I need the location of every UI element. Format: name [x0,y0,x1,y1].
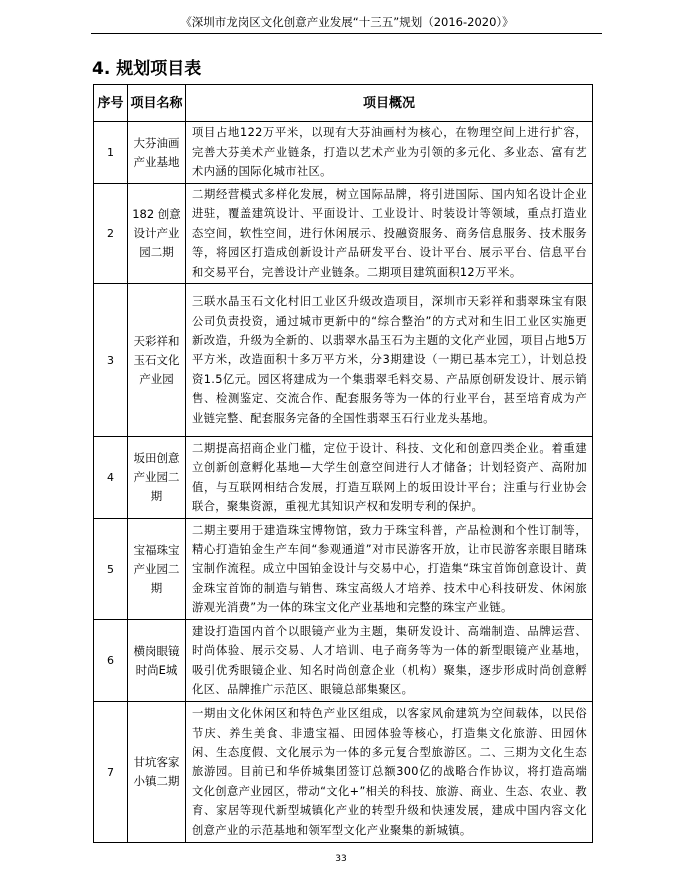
table-row [94,184,593,284]
project-name: 坂田创意产业园二期 [128,437,186,519]
project-overview: 一期由文化休闲区和特色产业区组成，以客家风俞建筑为空间载体，以民俗节庆、养生美食、非遗宝福、田园体验等核心，打造集文化旅游、田园休闲、生态度假、文化展示为一体的多元复合型旅游区。二、三期为文化生态旅游园。目前已和华侨城集团签订总额300亿的战略合作协议，将打造高端文化创意产业园区，带动“文化+”相关的科技、旅游、商业、生态、农业、教育、家居等现代新型城镇化产业的转型升级和快速发展，建成中国内容文化创意产业的示范基地和领军型文化产业聚集的新城镇。 [186,702,593,843]
project-overview: 二期主要用于建造珠宝博物馆，致力于珠宝科普，产品检测和个性订制等，精心打造铂金生产车间“参观通道”对市民游客开放，让市民游客亲眼目睹珠宝制作流程。成立中国铂金设计与交易中心，打造集“珠宝首饰创意设计、黄金珠宝首饰的制造与销售、珠宝高级人才培养、技术中心科技研发、休闲旅游观光消费”为一体的珠宝文化产业基地和完整的珠宝产业链。 [186,519,593,620]
column-header-overview: 项目概况 [186,85,593,122]
column-header-number: 序号 [94,85,128,122]
section-title: 4. 规划项目表 [92,59,202,79]
project-overview: 建设打造国内首个以眼镜产业为主题，集研发设计、高端制造、品牌运营、时尚体验、展示交易、人才培训、电子商务等为一体的新型眼镜产业基地，吸引优秀眼镜企业、知名时尚创意企业（机构）聚集，逐步形成时尚创意孵化区、品牌推广示范区、眼镜总部集聚区。 [186,620,593,702]
table-row [94,519,593,620]
row-number: 2 [94,184,128,284]
row-number: 1 [94,122,128,184]
table-row [94,122,593,184]
project-overview: 二期经营模式多样化发展，树立国际品牌，将引进国际、国内知名设计企业进驻，覆盖建筑设计、平面设计、工业设计、时装设计等领域，重点打造业态空间，软性空间，进行休闲展示、投融资服务、商务信息服务、技术服务等，将园区打造成创新设计产品研发平台、设计平台、展示平台、信息平台和交易平台，完善设计产业链条。二期项目建筑面积12万平米。 [186,184,593,284]
project-name: 大芬油画产业基地 [128,122,186,184]
table-row [94,702,593,843]
project-name: 横岗眼镜时尚E城 [128,620,186,702]
column-header-name: 项目名称 [128,85,186,122]
row-number: 3 [94,284,128,437]
row-number: 7 [94,702,128,843]
project-name: 宝福珠宝产业园二期 [128,519,186,620]
page-number: 33 [335,854,347,864]
project-overview: 三联水晶玉石文化村旧工业区升级改造项目，深圳市天彩祥和翡翠珠宝有限公司负责投资，通过城市更新中的“综合整治”的方式对和生旧工业区实施更新改造，升级为全新的、以翡翠水晶玉石为主题的文化产业园，项目占地5万平方米，改造面积十多万平方米，分3期建设（一期已基本完工），计划总投资1.5亿元。园区将建成为一个集翡翠毛料交易、产品原创研发设计、展示销售、检测鉴定、交流合作、配套服务等为一体的行业平台，甚至培育成为产业链完整、配套服务完备的全国性翡翠玉石行业龙头基地。 [186,284,593,437]
table-row [94,620,593,702]
planning-projects-table [93,84,593,843]
project-overview: 项目占地122万平米，以现有大芬油画村为核心，在物理空间上进行扩容，完善大芬美术产业链条，打造以艺术产业为引领的多元化、多业态、富有艺术内涵的国际化城市社区。 [186,122,593,184]
project-name: 天彩祥和玉石文化产业园 [128,284,186,437]
running-header: 《深圳市龙岗区文化创意产业发展“十三五”规划（2016-2020）》 [180,15,514,29]
table-header-row [94,85,593,122]
row-number: 6 [94,620,128,702]
row-number: 5 [94,519,128,620]
project-overview: 二期提高招商企业门槛，定位于设计、科技、文化和创意四类企业。着重建立创新创意孵化基地—大学生创意空间进行人才储备；计划轻资产、高附加值，与互联网相结合发展，打造互联网上的坂田设计平台；注重与行业协会联合，聚集资源，重视尤其知识产权和发明专利的保护。 [186,437,593,519]
table-row [94,437,593,519]
project-name: 182 创意设计产业园二期 [128,184,186,284]
row-number: 4 [94,437,128,519]
table-row [94,284,593,437]
header-divider [91,33,602,34]
project-name: 甘坑客家小镇二期 [128,702,186,843]
